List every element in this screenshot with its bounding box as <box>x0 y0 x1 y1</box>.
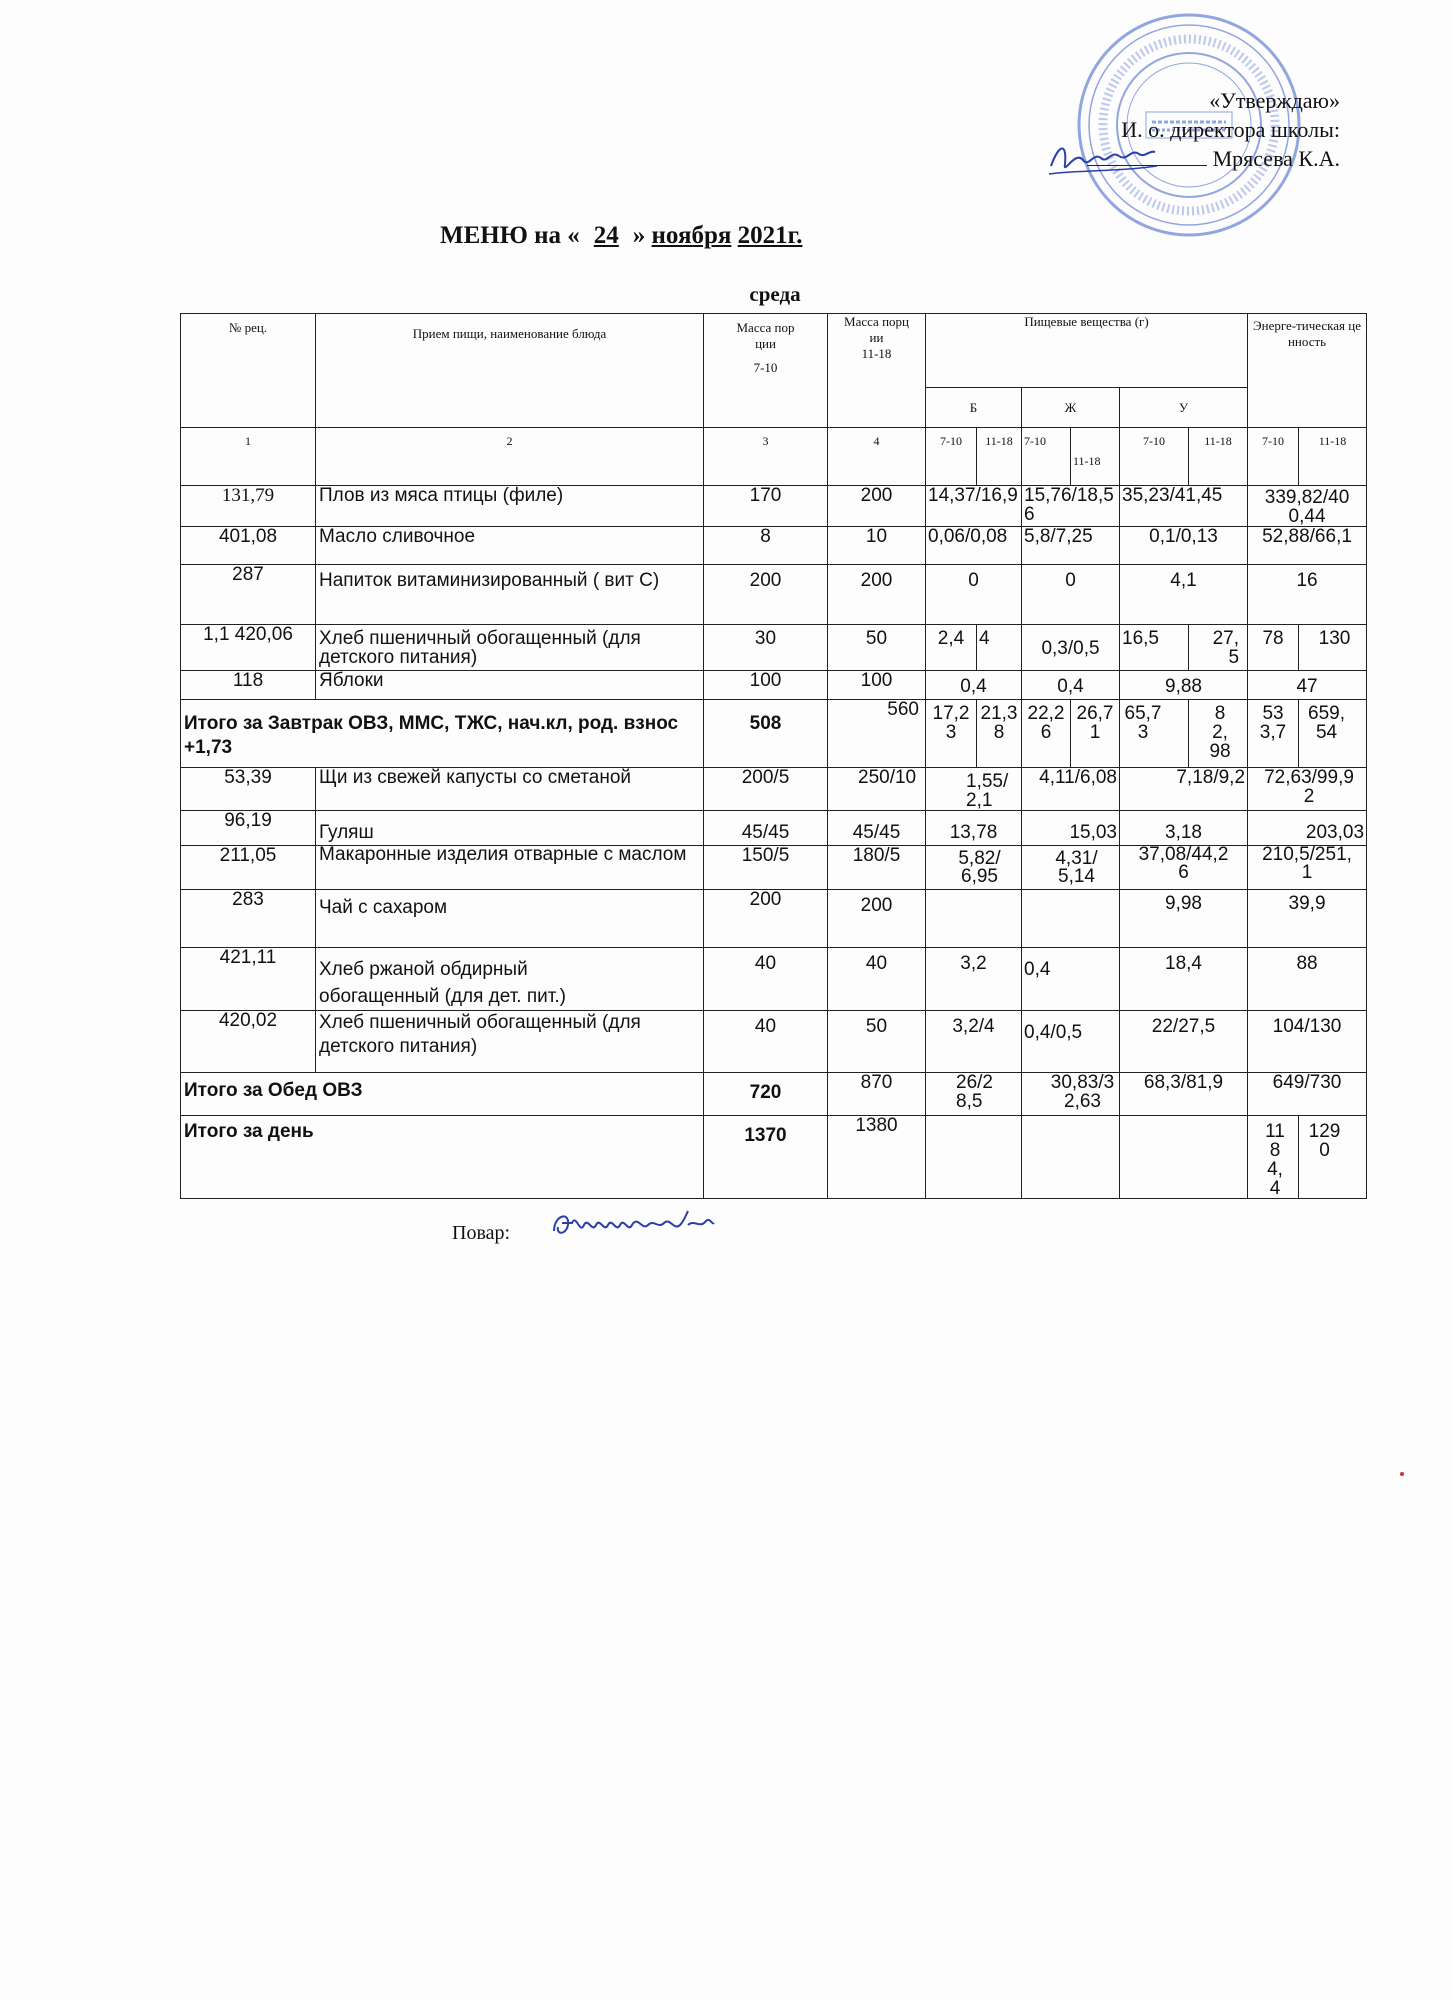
menu-table <box>180 313 1367 1199</box>
carbs: 18,4 <box>1120 948 1248 1011</box>
mass-7-10: 100 <box>704 671 828 700</box>
lunch-total-energy: 649/730 <box>1248 1073 1367 1116</box>
lunch-total-mass-7-10: 720 <box>704 1073 828 1116</box>
proteins: 13,78 <box>926 811 1022 846</box>
dish-name: Гуляш <box>316 811 704 846</box>
fats: 15,76/18,56 <box>1022 486 1120 527</box>
mass-11-18: 250/10 <box>828 768 926 811</box>
carbs-11-18: 27,5 <box>1189 625 1248 671</box>
dish-name: Хлеб ржаной обдирный обогащенный (для дет. пит.) <box>316 948 704 1011</box>
header-rec-number: № рец. <box>181 314 316 428</box>
director-name: Мрясева К.А. <box>1212 146 1340 171</box>
breakfast-total-fats-11-18: 26,71 <box>1071 700 1120 768</box>
day-total-carbs <box>1120 1116 1248 1199</box>
proteins: 0,4 <box>926 671 1022 700</box>
rec-number: 420,02 <box>181 1011 316 1073</box>
energy-11-18: 130 <box>1299 625 1367 671</box>
header-nutrients: Пищевые вещества (г) <box>926 314 1248 388</box>
day-total-label: Итого за день <box>181 1116 704 1199</box>
lunch-total-carbs: 68,3/81,9 <box>1120 1073 1248 1116</box>
lunch-total-fats: 30,83/32,63 <box>1022 1073 1120 1116</box>
mass-11-18: 180/5 <box>828 846 926 890</box>
red-mark <box>1400 1472 1404 1476</box>
energy-7-10: 78 <box>1248 625 1299 671</box>
carbs: 9,98 <box>1120 890 1248 948</box>
lunch-total-label: Итого за Обед ОВЗ <box>181 1073 704 1116</box>
fats: 4,11/6,08 <box>1022 768 1120 811</box>
carbs: 4,1 <box>1120 565 1248 625</box>
header-energy: Энерге-тическая ценность <box>1248 314 1367 428</box>
mass-11-18: 50 <box>828 625 926 671</box>
energy: 104/130 <box>1248 1011 1367 1073</box>
mass-11-18: 10 <box>828 527 926 565</box>
carbs: 22/27,5 <box>1120 1011 1248 1073</box>
proteins: 14,37/16,9 <box>926 486 1022 527</box>
energy: 39,9 <box>1248 890 1367 948</box>
mass-7-10: 45/45 <box>704 811 828 846</box>
carbs: 3,18 <box>1120 811 1248 846</box>
dish-name: Хлеб пшеничный обогащенный (для детского питания) <box>316 625 704 671</box>
breakfast-total-energy-11-18: 659,54 <box>1299 700 1367 768</box>
day-total-mass-11-18: 1380 <box>828 1116 926 1199</box>
energy: 210,5/251,1 <box>1248 846 1367 890</box>
breakfast-total-carbs-11-18: 82,98 <box>1189 700 1248 768</box>
day-total-mass-7-10: 1370 <box>704 1116 828 1199</box>
carbs: 0,1/0,13 <box>1120 527 1248 565</box>
energy: 203,03 <box>1248 811 1367 846</box>
header-fats: Ж <box>1022 388 1120 428</box>
colnum-u-11-18: 11-18 <box>1189 428 1248 486</box>
colnum-2: 2 <box>316 428 704 486</box>
fats: 0 <box>1022 565 1120 625</box>
header-mass-11-18: Масса порции 11-18 <box>828 314 926 428</box>
day-total-proteins <box>926 1116 1022 1199</box>
mass-11-18: 200 <box>828 565 926 625</box>
dish-name: Макаронные изделия отварные с маслом <box>316 846 704 890</box>
mass-7-10: 40 <box>704 1011 828 1073</box>
rec-number: 118 <box>181 671 316 700</box>
colnum-u-7-10: 7-10 <box>1120 428 1189 486</box>
day-total-row <box>181 1116 1367 1199</box>
title-year: 2021г. <box>737 222 803 249</box>
weekday-label: среда <box>749 282 801 306</box>
header-mass-7-10: Масса порции 7-10 <box>704 314 828 428</box>
dish-name: Яблоки <box>316 671 704 700</box>
page-title: МЕНЮ на « 24 » ноября 2021г. <box>440 222 803 249</box>
fats: 0,4/0,5 <box>1022 1011 1120 1073</box>
header-carbs: У <box>1120 388 1248 428</box>
mass-7-10: 200 <box>704 565 828 625</box>
director-signature-icon <box>1045 136 1160 184</box>
fats: 5,8/7,25 <box>1022 527 1120 565</box>
dish-name: Щи из свежей капусты со сметаной <box>316 768 704 811</box>
table-row <box>181 890 1367 948</box>
column-number-row <box>181 428 1367 486</box>
dish-name: Плов из мяса птицы (филе) <box>316 486 704 527</box>
table-row <box>181 846 1367 890</box>
colnum-e-11-18: 11-18 <box>1299 428 1367 486</box>
table-row <box>181 1011 1367 1073</box>
table-row <box>181 527 1367 565</box>
carbs: 35,23/41,45 <box>1120 486 1248 527</box>
colnum-3: 3 <box>704 428 828 486</box>
carbs: 9,88 <box>1120 671 1248 700</box>
title-day: 24 <box>593 222 619 249</box>
mass-7-10: 200 <box>704 890 828 948</box>
title-month: ноября <box>651 222 732 249</box>
energy: 52,88/66,1 <box>1248 527 1367 565</box>
energy: 16 <box>1248 565 1367 625</box>
energy: 72,63/99,92 <box>1248 768 1367 811</box>
table-header-row <box>181 314 1367 388</box>
energy: 88 <box>1248 948 1367 1011</box>
rec-number: 287 <box>181 565 316 625</box>
breakfast-total-energy-7-10: 533,7 <box>1248 700 1299 768</box>
table-row <box>181 948 1367 1011</box>
table-row <box>181 625 1367 671</box>
fats: 0,4 <box>1022 948 1120 1011</box>
table-row <box>181 811 1367 846</box>
mass-7-10: 8 <box>704 527 828 565</box>
dish-name: Хлеб пшеничный обогащенный (для детского питания) <box>316 1011 704 1073</box>
table-row <box>181 486 1367 527</box>
breakfast-total-proteins-7-10: 17,23 <box>926 700 977 768</box>
energy: 339,82/400,44 <box>1248 486 1367 527</box>
mass-11-18: 40 <box>828 948 926 1011</box>
rec-number: 283 <box>181 890 316 948</box>
approval-position: И. о. директора школы: <box>1121 117 1340 142</box>
table-row <box>181 768 1367 811</box>
carbs-7-10: 16,5 <box>1120 625 1189 671</box>
rec-number: 1,1 420,06 <box>181 625 316 671</box>
colnum-b-11-18: 11-18 <box>977 428 1022 486</box>
mass-7-10: 40 <box>704 948 828 1011</box>
breakfast-total-mass-7-10: 508 <box>704 700 828 768</box>
fats: 0,3/0,5 <box>1022 625 1120 671</box>
rec-number: 96,19 <box>181 811 316 846</box>
mass-11-18: 100 <box>828 671 926 700</box>
mass-7-10: 150/5 <box>704 846 828 890</box>
rec-number: 211,05 <box>181 846 316 890</box>
mass-7-10: 170 <box>704 486 828 527</box>
proteins: 5,82/6,95 <box>926 846 1022 890</box>
proteins-11-18: 4 <box>977 625 1022 671</box>
cook-label: Повар: <box>452 1222 511 1244</box>
proteins: 1,55/2,1 <box>926 768 1022 811</box>
rec-number: 53,39 <box>181 768 316 811</box>
dish-name: Напиток витаминизированный ( вит С) <box>316 565 704 625</box>
day-total-fats <box>1022 1116 1120 1199</box>
proteins <box>926 890 1022 948</box>
mass-11-18: 45/45 <box>828 811 926 846</box>
approval-title: «Утверждаю» <box>1209 88 1340 113</box>
header-proteins: Б <box>926 388 1022 428</box>
colnum-zh-7-10: 7-10 <box>1022 428 1071 486</box>
breakfast-total-row <box>181 700 1367 768</box>
mass-7-10: 30 <box>704 625 828 671</box>
mass-7-10: 200/5 <box>704 768 828 811</box>
rec-number: 421,11 <box>181 948 316 1011</box>
breakfast-total-carbs-7-10: 65,73 <box>1120 700 1189 768</box>
table-row <box>181 565 1367 625</box>
breakfast-total-proteins-11-18: 21,38 <box>977 700 1022 768</box>
colnum-4: 4 <box>828 428 926 486</box>
rec-number: 131,79 <box>181 486 316 527</box>
carbs: 37,08/44,26 <box>1120 846 1248 890</box>
mass-11-18: 200 <box>828 890 926 948</box>
lunch-total-proteins: 26/28,5 <box>926 1073 1022 1116</box>
proteins-7-10: 2,4 <box>926 625 977 671</box>
lunch-total-row <box>181 1073 1367 1116</box>
colnum-zh-11-18: 11-18 <box>1071 428 1120 486</box>
breakfast-total-fats-7-10: 22,26 <box>1022 700 1071 768</box>
proteins: 0 <box>926 565 1022 625</box>
dish-name: Чай с сахаром <box>316 890 704 948</box>
proteins: 3,2/4 <box>926 1011 1022 1073</box>
fats: 4,31/5,14 <box>1022 846 1120 890</box>
dish-name: Масло сливочное <box>316 527 704 565</box>
table-row <box>181 671 1367 700</box>
day-total-energy-7-10: 1184,4 <box>1248 1116 1299 1199</box>
breakfast-total-mass-11-18: 560 <box>828 700 926 768</box>
mass-11-18: 200 <box>828 486 926 527</box>
day-total-energy-11-18: 1290 <box>1299 1116 1367 1199</box>
energy: 47 <box>1248 671 1367 700</box>
lunch-total-mass-11-18: 870 <box>828 1073 926 1116</box>
carbs: 7,18/9,2 <box>1120 768 1248 811</box>
rec-number: 401,08 <box>181 527 316 565</box>
cook-signature-icon <box>548 1205 718 1245</box>
mass-11-18: 50 <box>828 1011 926 1073</box>
colnum-b-7-10: 7-10 <box>926 428 977 486</box>
breakfast-total-label: Итого за Завтрак ОВЗ, ММС, ТЖС, нач.кл, род. взнос +1,73 <box>181 700 704 768</box>
fats: 0,4 <box>1022 671 1120 700</box>
fats: 15,03 <box>1022 811 1120 846</box>
colnum-e-7-10: 7-10 <box>1248 428 1299 486</box>
fats <box>1022 890 1120 948</box>
colnum-1: 1 <box>181 428 316 486</box>
header-dish-name: Прием пищи, наименование блюда <box>316 314 704 428</box>
proteins: 3,2 <box>926 948 1022 1011</box>
proteins: 0,06/0,08 <box>926 527 1022 565</box>
